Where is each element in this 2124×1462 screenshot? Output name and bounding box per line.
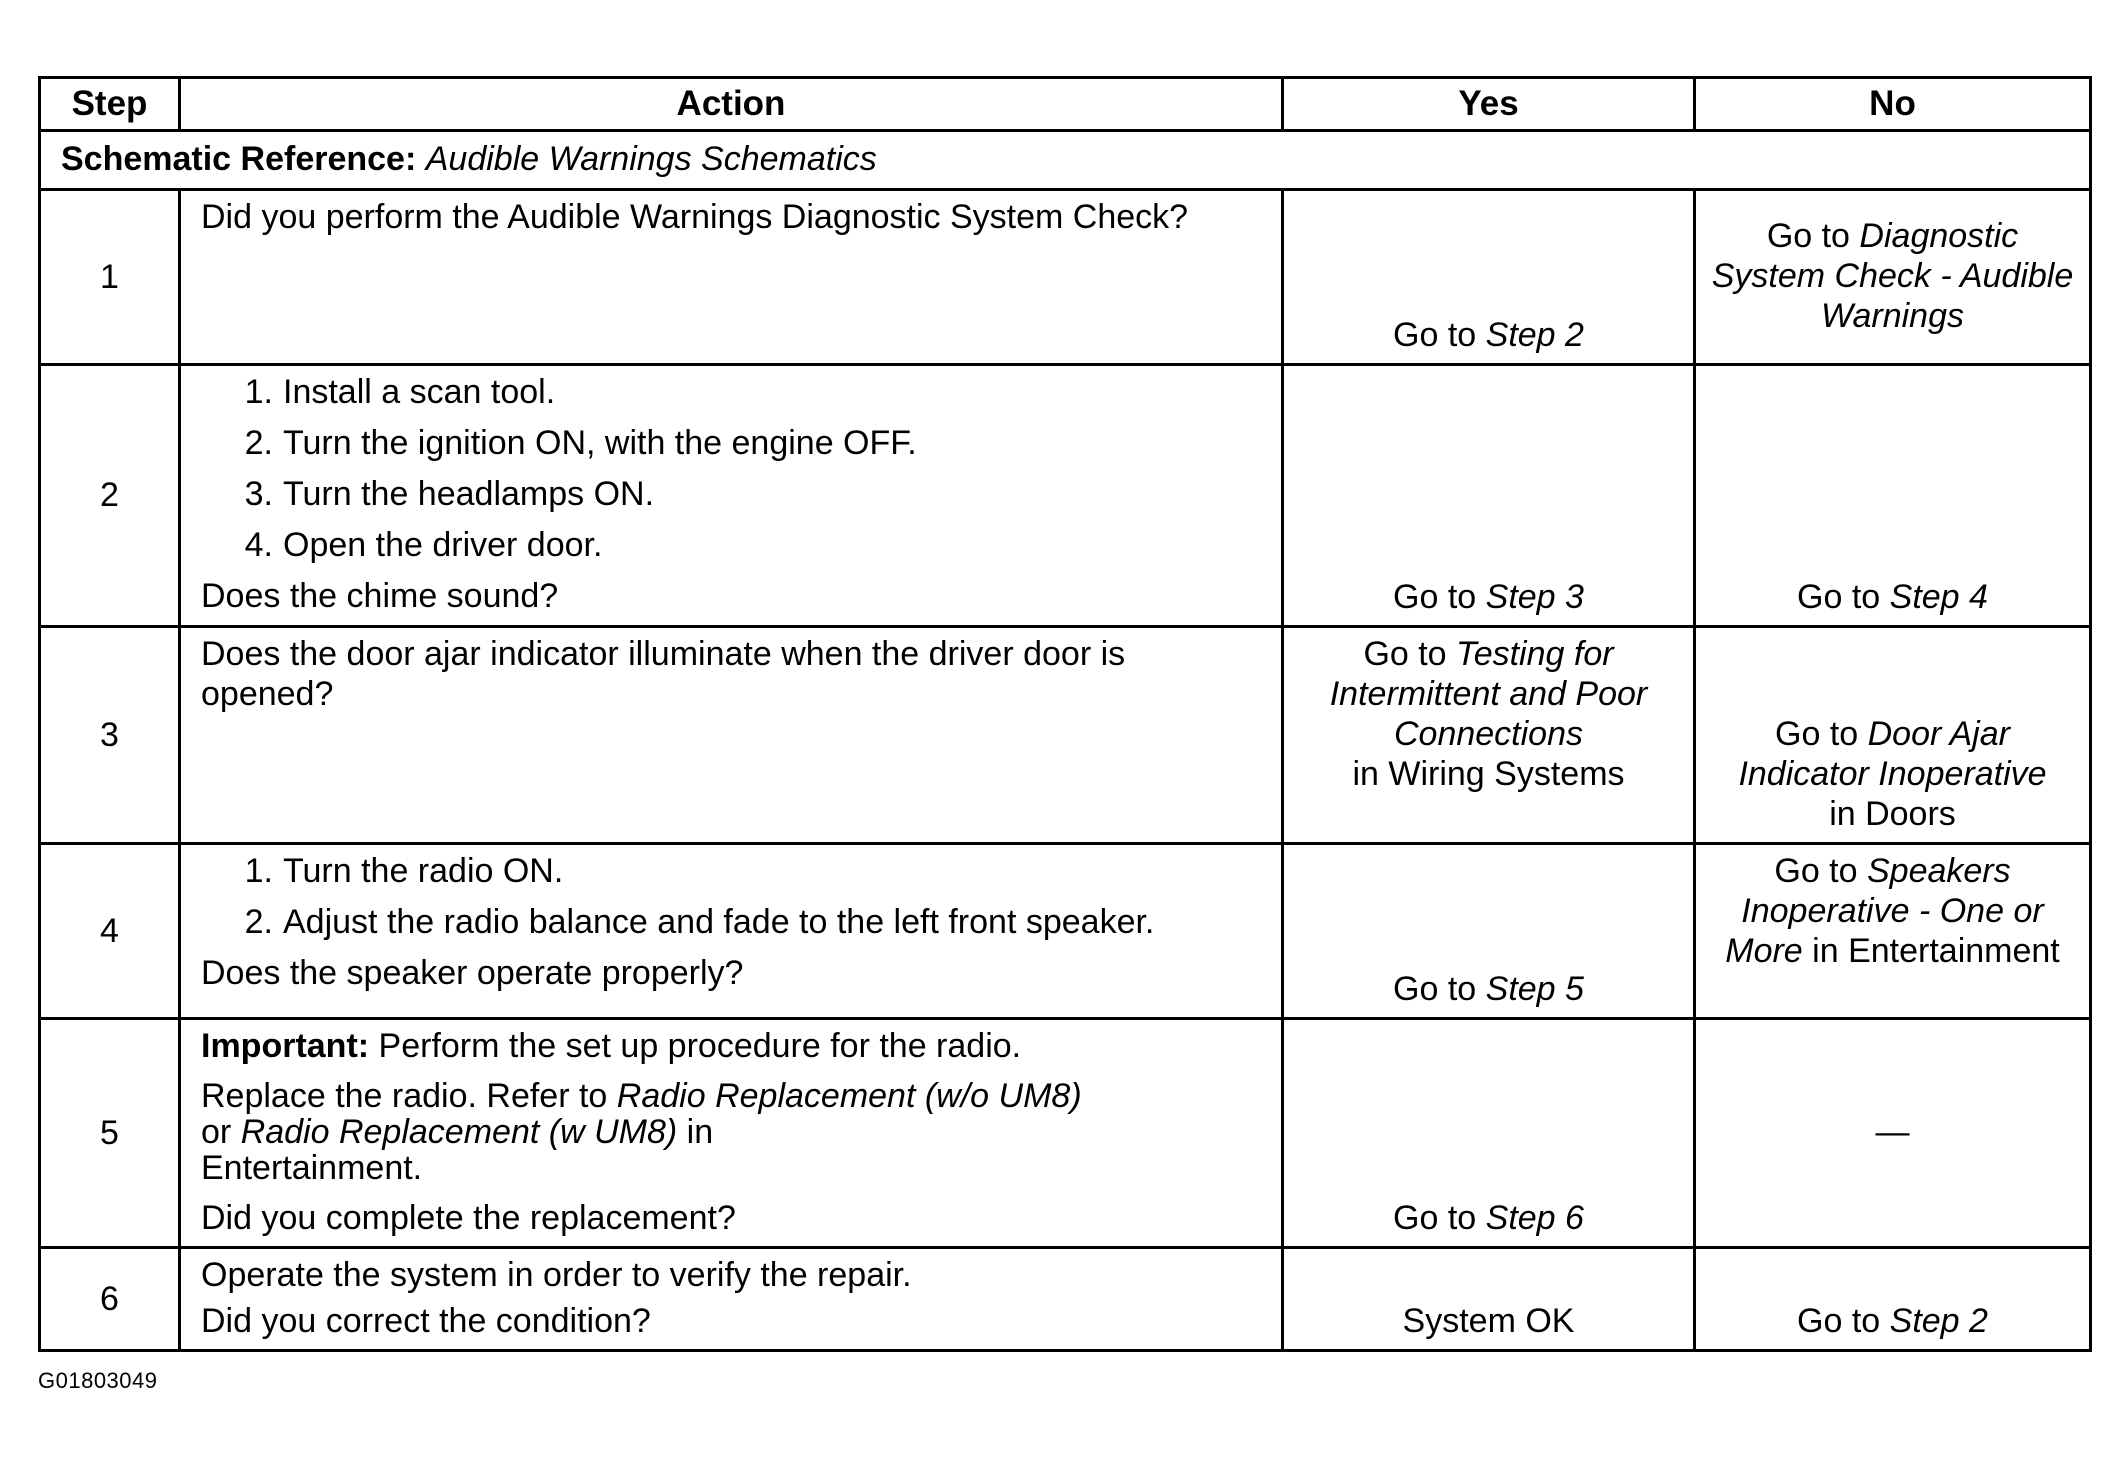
list-text: Install a scan tool. [283,373,556,411]
yes-link[interactable]: Step 5 [1485,970,1584,1008]
radio-replacement-w-um8-link[interactable]: Radio Replacement (w UM8) [240,1113,678,1151]
yes-suffix: in Wiring Systems [1352,755,1625,793]
list-number: 4. [244,526,273,564]
header-action: Action [180,78,1283,131]
list-text: Adjust the radio balance and fade to the left front speaker. [283,903,1155,941]
list-item [201,474,1265,514]
yes-cell [1283,627,1695,844]
yes-cell [1283,190,1695,365]
no-link[interactable]: Door Ajar Indicator Inoperative [1738,715,2047,793]
replace-text: or [201,1113,241,1151]
yes-prefix: Go to [1393,578,1486,616]
no-prefix: Go to [1775,715,1868,753]
table-row-step-1 [40,190,2091,365]
action-text: Did you perform the Audible Warnings Diagnostic System Check? [201,198,1189,236]
no-cell: — [1695,1019,2091,1248]
yes-prefix: Go to [1393,970,1486,1008]
action-steps-list [201,372,1265,565]
list-number: 2. [244,903,273,941]
list-item [201,525,1265,565]
list-number: 1. [244,852,273,890]
step-number: 1 [40,190,180,365]
yes-prefix: Go to [1393,1199,1486,1237]
important-note [201,1026,1265,1066]
action-text: Operate the system in order to verify the repair. [201,1256,912,1294]
table-row-step-4 [40,844,2091,1019]
action-text: Does the door ajar indicator illuminate when the driver door is opened? [201,635,1126,713]
step-number: 3 [40,627,180,844]
no-suffix: in Doors [1829,795,1956,833]
yes-link[interactable]: Step 2 [1485,316,1584,354]
yes-cell [1283,844,1695,1019]
list-text: Turn the ignition ON, with the engine OFF. [283,424,917,462]
action-cell [180,1248,1283,1351]
no-link[interactable]: Step 4 [1889,578,1988,616]
step-number: 4 [40,844,180,1019]
action-cell [180,190,1283,365]
replace-instruction [201,1078,1265,1186]
schematic-reference [40,131,2091,190]
no-link[interactable]: Diagnostic System Check - Audible Warnings [1711,217,2074,335]
radio-replacement-wo-um8-link[interactable]: Radio Replacement (w/o UM8) [616,1077,1082,1115]
no-prefix: Go to [1766,217,1860,255]
no-cell [1695,190,2091,365]
schematic-reference-row [40,131,2091,190]
list-item [201,372,1265,412]
yes-link[interactable]: Testing for Intermittent and Poor Connections [1329,635,1648,753]
replace-text: Entertainment. [201,1149,423,1187]
step-number: 6 [40,1248,180,1351]
list-item [201,851,1265,891]
yes-cell [1283,1019,1695,1248]
list-item [201,902,1265,942]
action-question: Did you correct the condition? [201,1302,651,1340]
no-cell [1695,844,2091,1019]
figure-code: G01803049 [38,1368,158,1393]
action-cell [180,627,1283,844]
table-row-step-6 [40,1248,2091,1351]
list-number: 3. [244,475,273,513]
replace-text: Replace the radio. Refer to [201,1077,617,1115]
header-no: No [1695,78,2091,131]
action-steps-list [201,851,1265,942]
list-number: 1. [244,373,273,411]
action-cell [180,365,1283,627]
header-step: Step [40,78,180,131]
table-row-step-3 [40,627,2091,844]
important-text: Perform the set up procedure for the radio. [369,1027,1022,1065]
schematic-reference-link[interactable]: Audible Warnings Schematics [425,139,877,178]
no-prefix: Go to [1774,852,1867,890]
action-question: Did you complete the replacement? [201,1199,736,1237]
diagnostic-table [38,76,2092,1352]
no-prefix: Go to [1797,1302,1890,1340]
list-number: 2. [244,424,273,462]
list-text: Turn the radio ON. [283,852,564,890]
yes-link[interactable]: Step 6 [1485,1199,1584,1237]
no-suffix: in Entertainment [1802,932,2060,970]
yes-cell: System OK [1283,1248,1695,1351]
no-cell [1695,627,2091,844]
header-row [40,78,2091,131]
action-cell [180,844,1283,1019]
list-item [201,423,1265,463]
replace-text: in [677,1113,714,1151]
no-prefix: Go to [1797,578,1890,616]
step-number: 2 [40,365,180,627]
no-cell [1695,1248,2091,1351]
action-question: Does the chime sound? [201,577,559,615]
no-link[interactable]: Step 2 [1889,1302,1988,1340]
no-cell [1695,365,2091,627]
no-link[interactable]: Speakers Inoperative - One or More [1725,852,2044,970]
step-number: 5 [40,1019,180,1248]
list-text: Turn the headlamps ON. [283,475,655,513]
important-label: Important: [201,1027,370,1065]
yes-cell [1283,365,1695,627]
list-text: Open the driver door. [283,526,603,564]
table-row-step-5 [40,1019,2091,1248]
yes-prefix: Go to [1393,316,1486,354]
yes-prefix: Go to [1363,635,1457,673]
header-yes: Yes [1283,78,1695,131]
action-question: Does the speaker operate properly? [201,954,744,992]
schematic-reference-label: Schematic Reference: [61,139,417,178]
table-row-step-2 [40,365,2091,627]
yes-link[interactable]: Step 3 [1485,578,1584,616]
action-cell [180,1019,1283,1248]
